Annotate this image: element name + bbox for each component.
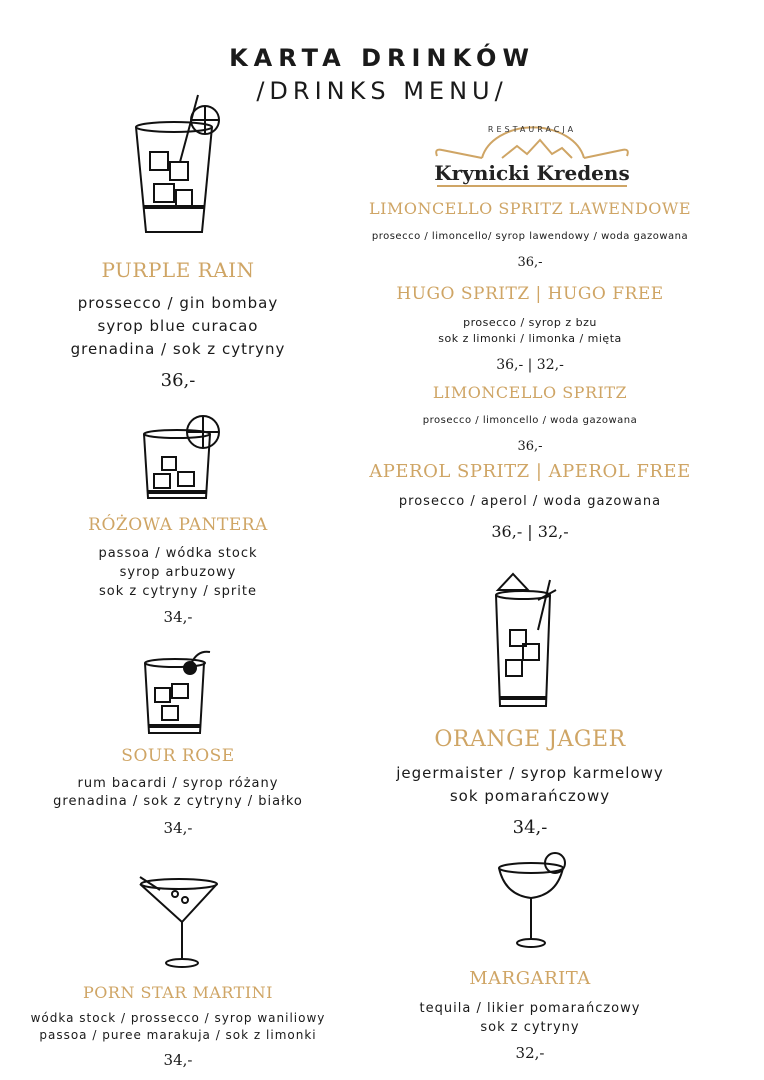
drink-ingredients xyxy=(71,292,286,361)
ingredient-line: sok pomarańczowy xyxy=(449,787,611,805)
ingredient-line: grenadina / sok z cytryny / białko xyxy=(53,794,303,809)
drink-price: 36,- xyxy=(517,439,543,454)
drink-name: PURPLE RAIN xyxy=(101,258,255,282)
ingredient-line: grenadina / sok z cytryny xyxy=(70,340,286,358)
drink-name: APEROL SPRITZ | APEROL FREE xyxy=(369,461,691,482)
drink-ingredients xyxy=(423,413,637,428)
drink-name: PORN STAR MARTINI xyxy=(83,983,273,1002)
drink-ingredients xyxy=(53,775,303,811)
ingredient-line: prosecco / limoncello/ syrop lawendowy / woda gazowana xyxy=(371,231,689,242)
ingredient-line: sok z cytryny xyxy=(480,1020,580,1035)
restaurant-logo xyxy=(432,118,632,190)
drink-ingredients xyxy=(438,315,622,347)
drink-ingredients xyxy=(420,999,641,1037)
ingredient-line: sok z cytryny / sprite xyxy=(99,584,257,599)
drink-ingredients xyxy=(399,492,661,512)
ingredient-line: syrop blue curacao xyxy=(97,317,259,335)
ingredient-line: tequila / likier pomarańczowy xyxy=(419,1001,641,1016)
ingredient-line: prosecco / limoncello / woda gazowana xyxy=(422,415,638,426)
drink-name: RÓŻOWA PANTERA xyxy=(88,515,268,535)
drink-price: 36,- | 32,- xyxy=(496,357,564,373)
menu-subtitle: /DRINKS MENU/ xyxy=(256,77,508,105)
drink-price: 34,- xyxy=(163,1051,193,1069)
drink-ingredients xyxy=(31,1010,326,1044)
drink-name: LIMONCELLO SPRITZ xyxy=(432,383,628,402)
drink-ingredients xyxy=(372,229,688,244)
ingredient-line: wódka stock / prossecco / syrop waniliowy xyxy=(30,1011,326,1025)
drink-price: 34,- xyxy=(512,817,548,838)
drink-price: 34,- xyxy=(163,608,193,626)
drink-name: HUGO SPRITZ | HUGO FREE xyxy=(396,284,664,304)
drink-name: LIMONCELLO SPRITZ LAWENDOWE xyxy=(368,199,692,218)
drink-name: MARGARITA xyxy=(469,968,591,989)
martini-glass-icon xyxy=(135,872,220,972)
drink-name: SOUR ROSE xyxy=(121,746,235,766)
ingredient-line: rum bacardi / syrop różany xyxy=(77,776,279,791)
drink-price: 36,- | 32,- xyxy=(491,522,569,541)
highball-cocktail-icon xyxy=(130,92,225,237)
drink-price: 34,- xyxy=(163,819,193,837)
drink-name: ORANGE JAGER xyxy=(434,727,626,752)
drink-ingredients xyxy=(98,544,257,601)
ingredient-line: syrop arbuzowy xyxy=(119,565,237,580)
rocks-glass-orange-icon xyxy=(140,412,225,504)
ingredient-line: prosecco / aperol / woda gazowana xyxy=(398,494,662,509)
ingredient-line: passoa / puree marakuja / sok z limonki xyxy=(39,1028,317,1042)
rocks-glass-cherry-icon xyxy=(140,648,215,738)
logo-name: Krynicki Kredens xyxy=(434,161,630,185)
ingredient-line: passoa / wódka stock xyxy=(98,546,258,561)
drink-price: 36,- xyxy=(160,370,196,391)
tall-glass-orange-icon xyxy=(488,570,568,712)
menu-title: KARTA DRINKÓW xyxy=(229,44,535,72)
ingredient-line: prossecco / gin bombay xyxy=(77,294,279,312)
ingredient-line: sok z limonki / limonka / mięta xyxy=(438,332,622,345)
logo-top-text: RESTAURACJA xyxy=(487,125,577,134)
drink-ingredients xyxy=(396,762,664,808)
margarita-glass-icon xyxy=(495,850,570,950)
drink-price: 36,- xyxy=(517,255,543,270)
ingredient-line: jegermaister / syrop karmelowy xyxy=(396,764,664,782)
drink-price: 32,- xyxy=(515,1044,545,1062)
ingredient-line: prosecco / syrop z bzu xyxy=(463,316,597,329)
